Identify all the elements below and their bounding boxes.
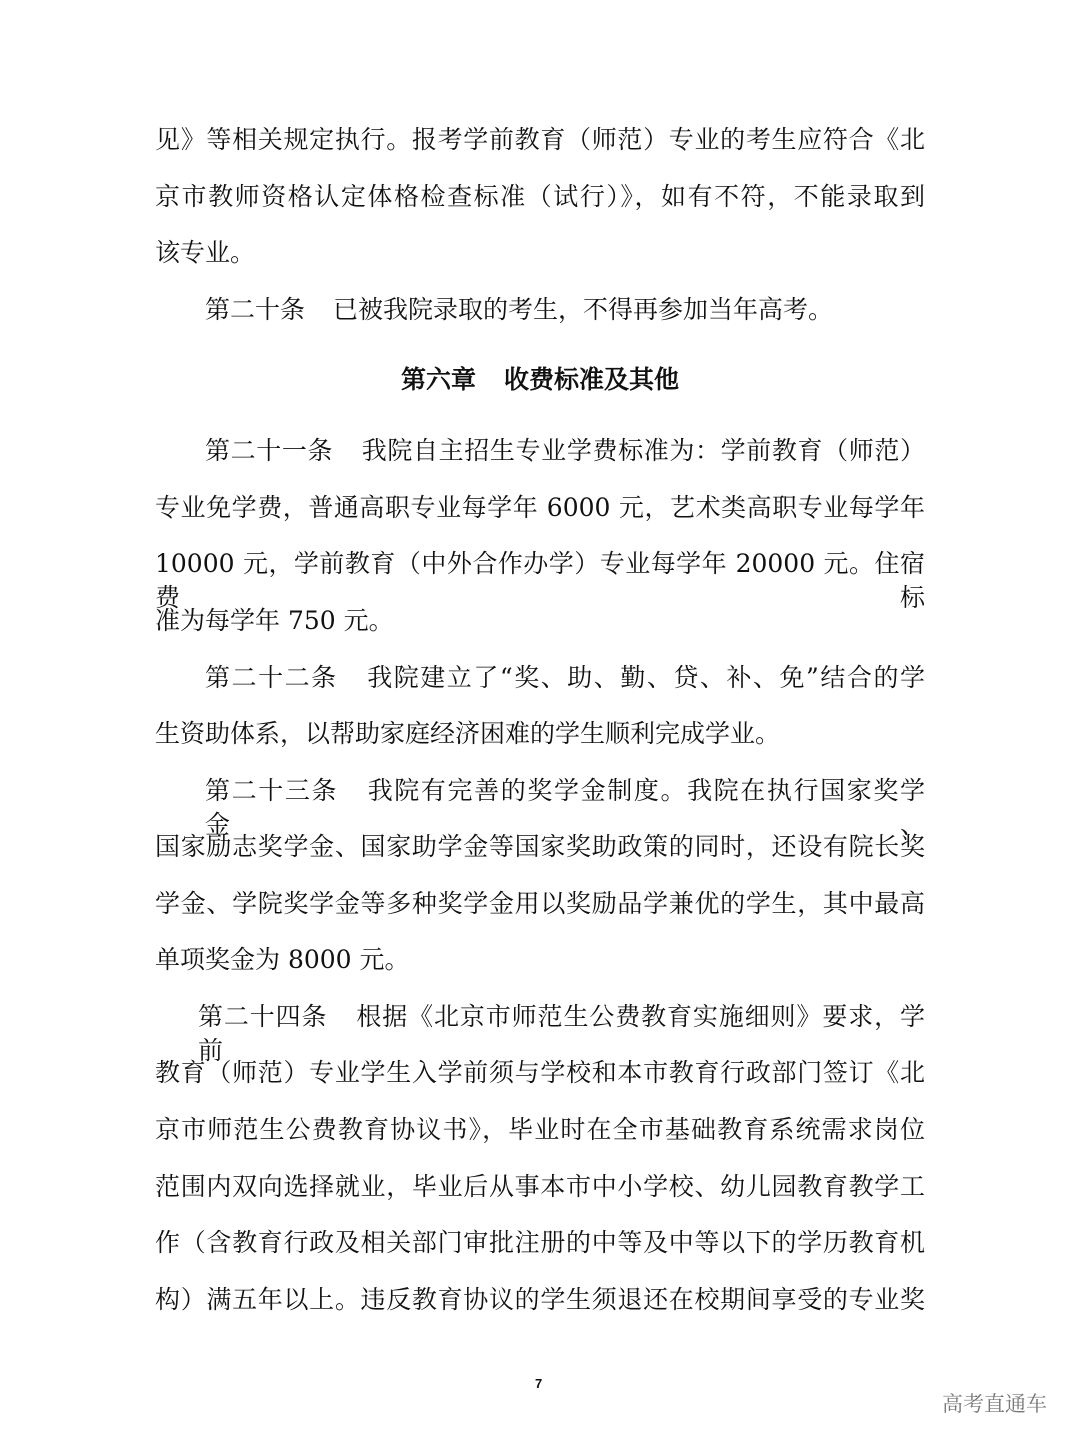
chapter-heading [0,363,1080,397]
text-line: 作（含教育行政及相关部门审批注册的中等及中等以下的学历教育机 [155,1228,925,1257]
chapter-title: 收费标准及其他 [504,365,680,394]
text-line: 见》等相关规定执行。报考学前教育（师范）专业的考生应符合《北 [155,125,925,154]
article-21 [205,434,925,468]
chapter-label: 第六章 [400,365,476,394]
article-text: 我院自主招生专业学费标准为：学前教育（师范） [361,436,925,465]
article-label: 第二十三条 [205,776,339,805]
text-line: 10000 元，学前教育（中外合作办学）专业每学年 20000 元。住宿费标 [155,549,925,612]
article-text: 我院建立了“奖、助、勤、贷、补、免”结合的学 [365,663,925,692]
article-20 [205,293,925,327]
text-line: 生资助体系，以帮助家庭经济困难的学生顺利完成学业。 [155,719,781,748]
article-label: 第二十一条 [205,436,334,465]
watermark: 高考直通车 [942,1392,1047,1416]
article-22 [205,661,925,695]
text-line: 该专业。 [155,238,256,267]
text-line: 学金、学院奖学金等多种奖学金用以奖励品学兼优的学生，其中最高 [155,889,925,918]
article-text: 我院有完善的奖学金制度。我院在执行国家奖学金、 [205,776,925,839]
page-number: 7 [535,1376,543,1391]
article-text: 已被我院录取的考生，不得再参加当年高考。 [333,295,834,324]
text-line: 单项奖金为 8000 元。 [155,945,410,974]
text-line: 京市教师资格认定体格检查标准（试行）》，如有不符，不能录取到 [155,182,925,211]
text-line: 范围内双向选择就业，毕业后从事本市中小学校、幼儿园教育教学工 [155,1172,925,1201]
text-line: 教育（师范）专业学生入学前须与学校和本市教育行政部门签订《北 [155,1058,925,1087]
article-label: 第二十二条 [205,663,338,692]
text-line: 构）满五年以上。违反教育协议的学生须退还在校期间享受的专业奖 [155,1285,925,1314]
text-line: 国家励志奖学金、国家助学金等国家奖助政策的同时，还设有院长奖 [155,832,925,861]
text-line: 准为每学年 750 元。 [155,606,394,635]
article-label: 第二十条 [205,295,306,324]
article-label: 第二十四条 [198,1002,328,1031]
text-line: 专业免学费，普通高职专业每学年 6000 元，艺术类高职专业每学年 [155,493,925,522]
article-text: 根据《北京市师范生公费教育实施细则》要求，学前 [198,1002,925,1065]
text-line: 京市师范生公费教育协议书》，毕业时在全市基础教育系统需求岗位 [155,1115,925,1144]
